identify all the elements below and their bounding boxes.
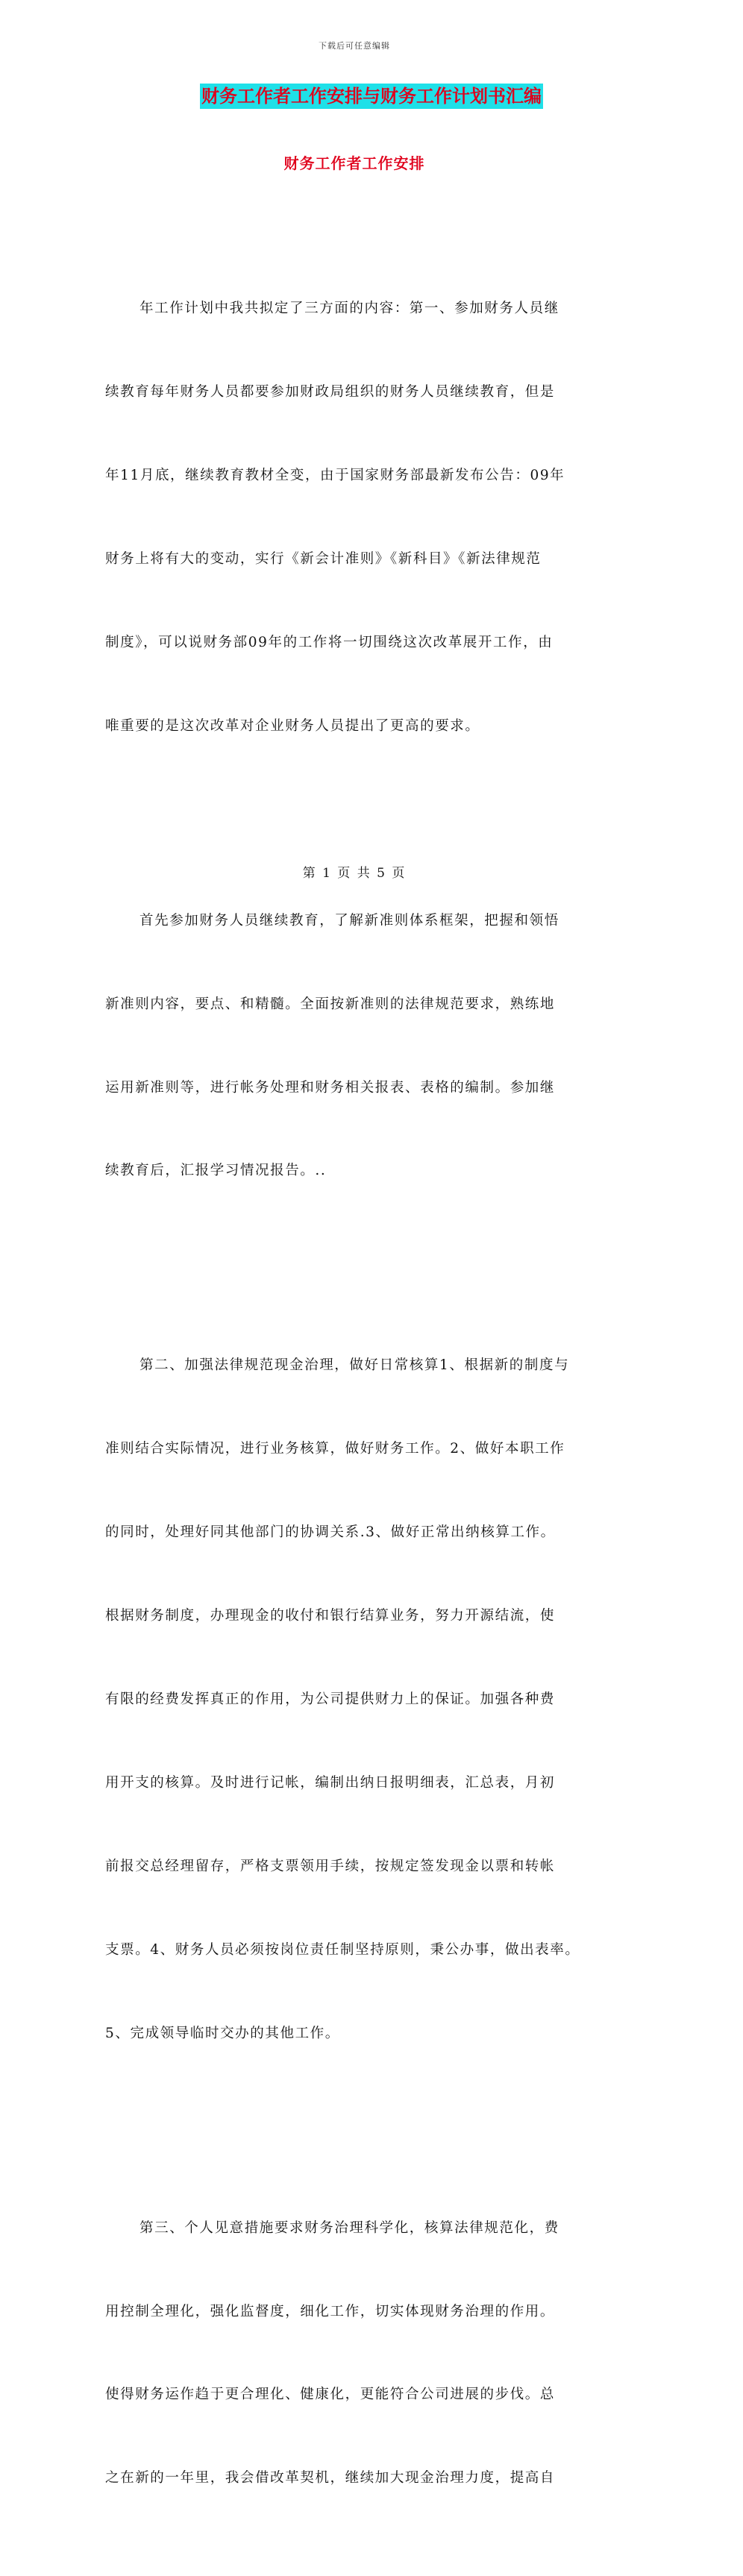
main-title: 财务工作者工作安排与财务工作计划书汇编 — [200, 84, 543, 109]
text-line: 支票。4、财务人员必须按岗位责任制坚持原则，秉公办事，做出表率。 — [105, 1941, 580, 1958]
page-header-note: 下载后可任意编辑 — [319, 41, 390, 51]
text-line: 前报交总经理留存，严格支票领用手续，按规定签发现金以票和转帐 — [105, 1858, 556, 1874]
text-line: 财务上将有大的变动，实行《新会计准则》《新科目》《新法律规范 — [105, 550, 542, 567]
text-line: 唯重要的是这次改革对企业财务人员提出了更高的要求。 — [105, 717, 480, 734]
page-footer: 第 1 页 共 5 页 — [302, 866, 407, 881]
text-line: 第二、加强法律规范现金治理，做好日常核算1、根据新的制度与 — [139, 1357, 570, 1374]
text-line: 第三、个人见意措施要求财务治理科学化，核算法律规范化，费 — [139, 2220, 559, 2236]
text-line: 5、完成领导临时交办的其他工作。 — [105, 2025, 340, 2041]
text-line: 新准则内容，要点、和精髓。全面按新准则的法律规范要求，熟练地 — [105, 996, 556, 1012]
paragraph-1 — [105, 239, 620, 796]
text-line: 的同时，处理好同其他部门的协调关系.3、做好正常出纳核算工作。 — [105, 1524, 556, 1541]
text-line: 之在新的一年里，我会借改革契机，继续加大现金治理力度，提高自 — [105, 2470, 556, 2487]
paragraph-2 — [105, 851, 620, 1240]
paragraph-3 — [105, 1296, 620, 2103]
text-line: 用开支的核算。及时进行记帐，编制出纳日报明细表，汇总表，月初 — [105, 1774, 556, 1791]
text-line: 有限的经费发挥真正的作用，为公司提供财力上的保证。加强各种费 — [105, 1691, 556, 1708]
text-line: 续教育后，汇报学习情况报告。.. — [105, 1163, 327, 1179]
text-line: 制度》，可以说财务部09年的工作将一切围绕这次改革展开工作，由 — [105, 634, 554, 650]
text-line: 用控制全理化，强化监督度，细化工作，切实体现财务治理的作用。 — [105, 2303, 556, 2319]
text-line: 运用新准则等，进行帐务处理和财务相关报表、表格的编制。参加继 — [105, 1079, 556, 1096]
text-line: 年工作计划中我共拟定了三方面的内容：第一、参加财务人员继 — [139, 301, 559, 317]
paragraph-4 — [105, 2158, 620, 2548]
text-line: 年11月底，继续教育教材全变，由于国家财务部最新发布公告：09年 — [105, 467, 565, 483]
section-title: 财务工作者工作安排 — [283, 154, 425, 172]
text-line: 续教育每年财务人员都要参加财政局组织的财务人员继续教育，但是 — [105, 384, 556, 400]
text-line: 首先参加财务人员继续教育，了解新准则体系框架，把握和领悟 — [139, 912, 559, 929]
document-body — [105, 183, 620, 2576]
main-title-container — [0, 84, 743, 109]
text-line: 使得财务运作趋于更合理化、健康化，更能符合公司进展的步伐。总 — [105, 2387, 556, 2403]
text-line: 准则结合实际情况，进行业务核算，做好财务工作。2、做好本职工作 — [105, 1441, 565, 1457]
text-line: 根据财务制度，办理现金的收付和银行结算业务，努力开源结流，使 — [105, 1608, 556, 1624]
